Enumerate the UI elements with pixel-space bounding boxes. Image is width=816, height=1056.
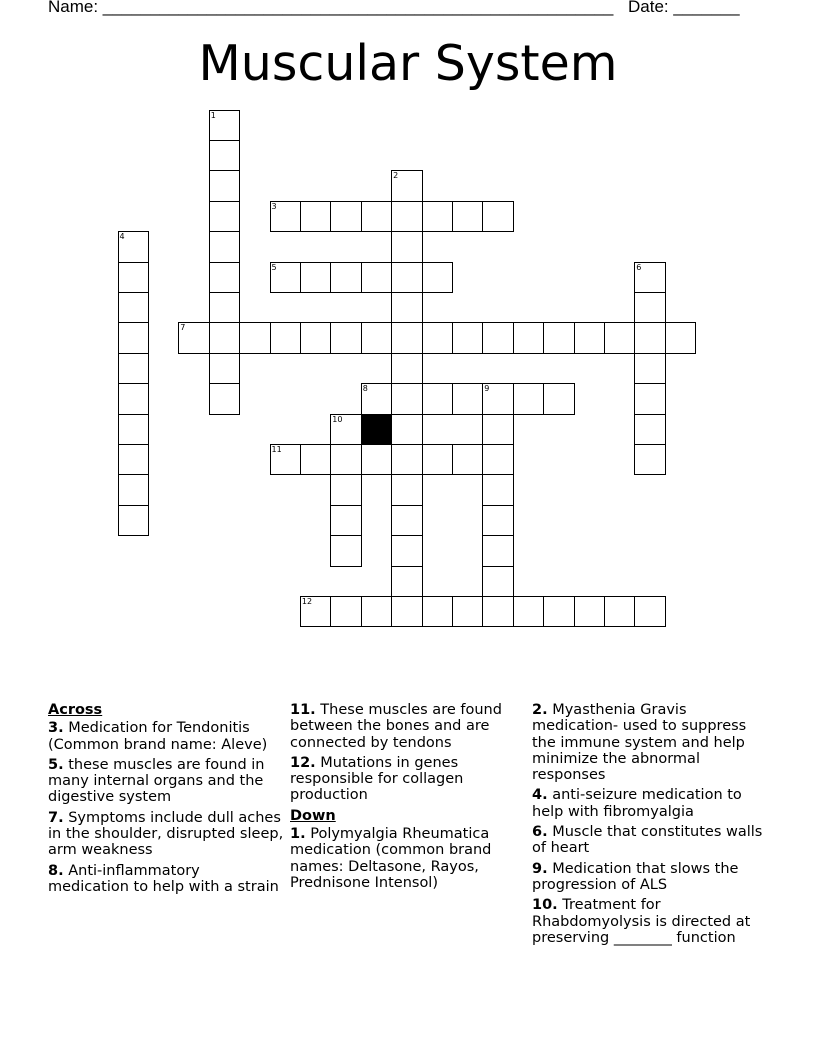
grid-cell[interactable] bbox=[118, 444, 150, 476]
grid-cell[interactable] bbox=[209, 170, 241, 202]
grid-cell[interactable] bbox=[209, 262, 241, 294]
grid-cell[interactable] bbox=[482, 535, 514, 567]
clue-across-11 bbox=[290, 702, 522, 751]
clue-across-7 bbox=[48, 810, 284, 859]
grid-cell[interactable] bbox=[391, 566, 423, 598]
clue-number: 7. bbox=[48, 809, 64, 826]
grid-cell[interactable] bbox=[300, 444, 332, 476]
clues-column-2 bbox=[290, 702, 522, 895]
grid-cell[interactable] bbox=[118, 231, 150, 263]
clue-down-1 bbox=[290, 826, 522, 891]
grid-cell[interactable] bbox=[330, 474, 362, 506]
grid-cell[interactable] bbox=[634, 444, 666, 476]
clue-text: Anti-inflammatory medication to help with a strain bbox=[48, 862, 279, 895]
clue-number: 5. bbox=[48, 756, 64, 773]
grid-cell[interactable] bbox=[270, 444, 302, 476]
cell-number: 2 bbox=[393, 171, 399, 181]
grid-cell[interactable] bbox=[391, 231, 423, 263]
grid-cell[interactable] bbox=[543, 596, 575, 628]
grid-cell[interactable] bbox=[361, 201, 393, 233]
grid-cell[interactable] bbox=[634, 262, 666, 294]
grid-cell[interactable] bbox=[391, 201, 423, 233]
clue-across-5 bbox=[48, 757, 284, 806]
clue-text: these muscles are found in many internal organs and the digestive system bbox=[48, 756, 265, 806]
grid-cell[interactable] bbox=[391, 474, 423, 506]
grid-cell[interactable] bbox=[239, 322, 271, 354]
grid-cell[interactable] bbox=[391, 292, 423, 324]
grid-cell[interactable] bbox=[422, 322, 454, 354]
grid-cell[interactable] bbox=[482, 566, 514, 598]
grid-cell[interactable] bbox=[361, 322, 393, 354]
clue-number: 12. bbox=[290, 754, 316, 771]
grid-cell[interactable] bbox=[452, 383, 484, 415]
grid-cell[interactable] bbox=[391, 170, 423, 202]
grid-cell[interactable] bbox=[604, 322, 636, 354]
clue-number: 4. bbox=[532, 787, 548, 804]
clue-down-10 bbox=[532, 897, 768, 946]
grid-cell[interactable] bbox=[391, 383, 423, 415]
clue-down-6 bbox=[532, 824, 768, 857]
grid-cell[interactable] bbox=[118, 505, 150, 537]
grid-cell[interactable] bbox=[330, 505, 362, 537]
grid-cell[interactable] bbox=[300, 322, 332, 354]
clues-column-1 bbox=[48, 702, 284, 899]
grid-cell[interactable] bbox=[543, 383, 575, 415]
grid-cell[interactable] bbox=[300, 201, 332, 233]
cell-number: 12 bbox=[301, 596, 313, 606]
grid-cell[interactable] bbox=[482, 596, 514, 628]
grid-cell[interactable] bbox=[452, 322, 484, 354]
grid-cell[interactable] bbox=[422, 383, 454, 415]
grid-cell[interactable] bbox=[574, 596, 606, 628]
grid-cell[interactable] bbox=[482, 505, 514, 537]
clue-number: 6. bbox=[532, 824, 548, 841]
clue-text: Muscle that constitutes walls of heart bbox=[532, 824, 763, 857]
grid-cell[interactable] bbox=[513, 596, 545, 628]
grid-cell[interactable] bbox=[209, 353, 241, 385]
grid-cell[interactable] bbox=[330, 596, 362, 628]
date-field-label: Date: _______ bbox=[628, 0, 740, 16]
cell-number: 1 bbox=[210, 110, 216, 120]
grid-cell[interactable] bbox=[330, 262, 362, 294]
grid-cell[interactable] bbox=[330, 322, 362, 354]
grid-cell[interactable] bbox=[391, 596, 423, 628]
grid-cell[interactable] bbox=[604, 596, 636, 628]
grid-cell[interactable] bbox=[270, 201, 302, 233]
name-field-label: Name: ______________________________________________________ bbox=[48, 0, 614, 16]
grid-cell[interactable] bbox=[391, 353, 423, 385]
grid-cell[interactable] bbox=[422, 262, 454, 294]
grid-cell[interactable] bbox=[118, 474, 150, 506]
grid-cell[interactable] bbox=[482, 414, 514, 446]
clue-text: Polymyalgia Rheumatica medication (common brand names: Deltasone, Rayos, Prednisone Intensol) bbox=[290, 826, 492, 891]
clue-number: 11. bbox=[290, 702, 316, 718]
clue-number: 9. bbox=[532, 860, 548, 877]
grid-cell[interactable] bbox=[634, 414, 666, 446]
grid-cell[interactable] bbox=[634, 353, 666, 385]
grid-cell[interactable] bbox=[300, 262, 332, 294]
grid-cell[interactable] bbox=[361, 383, 393, 415]
grid-cell[interactable] bbox=[391, 322, 423, 354]
grid-cell[interactable] bbox=[391, 505, 423, 537]
clue-number: 10. bbox=[532, 897, 558, 914]
clue-down-9 bbox=[532, 861, 768, 894]
grid-cell[interactable] bbox=[361, 596, 393, 628]
clue-text: Myasthenia Gravis medication- used to suppress the immune system and help minimize the abnormal responses bbox=[532, 702, 747, 784]
grid-cell[interactable] bbox=[209, 201, 241, 233]
clues-column-3 bbox=[532, 702, 768, 950]
grid-cell[interactable] bbox=[209, 110, 241, 142]
grid-cell[interactable] bbox=[422, 596, 454, 628]
clue-number: 2. bbox=[532, 702, 548, 718]
grid-cell[interactable] bbox=[209, 140, 241, 172]
grid-cell[interactable] bbox=[361, 444, 393, 476]
across-heading: Across bbox=[48, 702, 103, 718]
grid-cell[interactable] bbox=[482, 383, 514, 415]
clue-number: 3. bbox=[48, 720, 64, 737]
grid-cell[interactable] bbox=[118, 292, 150, 324]
grid-cell[interactable] bbox=[330, 535, 362, 567]
clue-text: Medication for Tendonitis (Common brand name: Aleve) bbox=[48, 720, 268, 753]
grid-cell[interactable] bbox=[118, 414, 150, 446]
grid-cell[interactable] bbox=[452, 596, 484, 628]
grid-cell[interactable] bbox=[178, 322, 210, 354]
grid-cell[interactable] bbox=[330, 414, 362, 446]
grid-cell[interactable] bbox=[118, 353, 150, 385]
grid-cell[interactable] bbox=[422, 444, 454, 476]
grid-cell[interactable] bbox=[361, 262, 393, 294]
clue-across-8 bbox=[48, 863, 284, 896]
grid-cell[interactable] bbox=[209, 292, 241, 324]
cell-number: 5 bbox=[271, 262, 277, 272]
grid-cell[interactable] bbox=[270, 322, 302, 354]
grid-cell[interactable] bbox=[209, 383, 241, 415]
grid-cell[interactable] bbox=[634, 383, 666, 415]
clue-text: These muscles are found between the bones and are connected by tendons bbox=[290, 702, 502, 751]
clue-text: Treatment for Rhabdomyolysis is directed at preserving ________ function bbox=[532, 897, 751, 946]
grid-cell[interactable] bbox=[330, 444, 362, 476]
page-title: Muscular System bbox=[198, 35, 618, 92]
cell-number: 10 bbox=[332, 414, 343, 424]
grid-cell[interactable] bbox=[391, 444, 423, 476]
grid-cell[interactable] bbox=[209, 322, 241, 354]
clue-down-2 bbox=[532, 702, 768, 783]
grid-cell[interactable] bbox=[634, 596, 666, 628]
cell-number: 9 bbox=[484, 384, 490, 394]
grid-cell[interactable] bbox=[482, 322, 514, 354]
grid-cell[interactable] bbox=[391, 414, 423, 446]
grid-cell[interactable] bbox=[118, 262, 150, 294]
clue-across-12 bbox=[290, 755, 522, 804]
cell-number: 7 bbox=[180, 323, 186, 333]
down-heading: Down bbox=[290, 807, 336, 824]
clue-down-4 bbox=[532, 787, 768, 820]
grid-cell[interactable] bbox=[482, 444, 514, 476]
grid-cell[interactable] bbox=[118, 383, 150, 415]
cell-number: 11 bbox=[271, 444, 282, 454]
grid-cell[interactable] bbox=[209, 231, 241, 263]
grid-cell[interactable] bbox=[574, 322, 606, 354]
grid-cell[interactable] bbox=[513, 383, 545, 415]
clue-text: Mutations in genes responsible for collagen production bbox=[290, 754, 464, 804]
cell-number: 8 bbox=[362, 384, 368, 394]
grid-cell[interactable] bbox=[422, 201, 454, 233]
clue-text: Symptoms include dull aches in the shoulder, disrupted sleep, arm weakness bbox=[48, 809, 284, 859]
clue-number: 1. bbox=[290, 826, 306, 843]
grid-cell[interactable] bbox=[482, 201, 514, 233]
grid-cell[interactable] bbox=[270, 262, 302, 294]
grid-cell[interactable] bbox=[634, 322, 666, 354]
grid-cell[interactable] bbox=[543, 322, 575, 354]
grid-cell[interactable] bbox=[452, 444, 484, 476]
grid-cell-blocked bbox=[361, 414, 393, 446]
grid-cell[interactable] bbox=[391, 262, 423, 294]
grid-cell[interactable] bbox=[300, 596, 332, 628]
grid-cell[interactable] bbox=[330, 201, 362, 233]
cell-number: 6 bbox=[636, 262, 642, 272]
grid-cell[interactable] bbox=[634, 292, 666, 324]
grid-cell[interactable] bbox=[665, 322, 697, 354]
cell-number: 3 bbox=[271, 201, 277, 211]
grid-cell[interactable] bbox=[452, 201, 484, 233]
clue-number: 8. bbox=[48, 862, 64, 879]
clue-text: anti-seizure medication to help with fibromyalgia bbox=[532, 787, 742, 820]
cell-number: 4 bbox=[119, 232, 125, 242]
grid-cell[interactable] bbox=[513, 322, 545, 354]
clue-across-3 bbox=[48, 720, 284, 753]
clue-text: Medication that slows the progression of ALS bbox=[532, 860, 739, 893]
grid-cell[interactable] bbox=[118, 322, 150, 354]
grid-cell[interactable] bbox=[482, 474, 514, 506]
grid-cell[interactable] bbox=[391, 535, 423, 567]
